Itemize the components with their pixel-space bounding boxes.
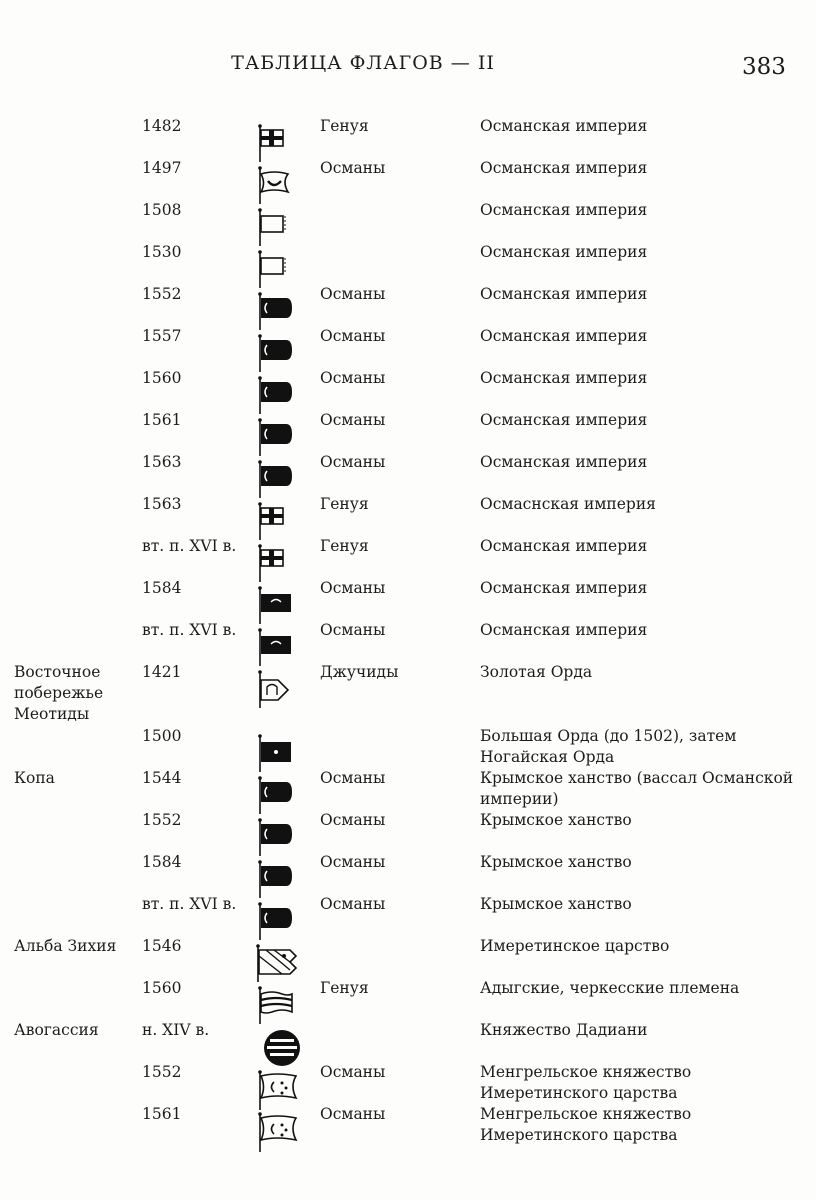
date-cell: 1561 [142, 411, 182, 429]
page-number: 383 [742, 54, 786, 80]
table-row [0, 726, 816, 768]
depicted-by-cell: Османы [320, 579, 386, 597]
table-row [0, 936, 816, 978]
table-row [0, 1104, 816, 1146]
table-row [0, 810, 816, 852]
depicted-by-cell: Генуя [320, 495, 369, 513]
table-row [0, 662, 816, 723]
date-cell: 1544 [142, 769, 182, 787]
place-cell: Копа [14, 769, 55, 787]
table-row [0, 852, 816, 894]
ruler-cell: Османская империя [480, 243, 648, 261]
depicted-by-cell: Джучиды [320, 663, 399, 681]
depicted-by-cell: Османы [320, 1105, 386, 1123]
ruler-cell: Крымское ханство [480, 811, 632, 829]
date-cell: 1560 [142, 369, 182, 387]
table-row [0, 894, 816, 936]
place-cell: Авогассия [14, 1021, 99, 1039]
ruler-cell: Османская империя [480, 621, 648, 639]
ruler-cell: Османская империя [480, 579, 648, 597]
depicted-by-cell: Османы [320, 327, 386, 345]
ruler-cell: Большая Орда (до 1502), затем Ногайская Орда [480, 727, 737, 766]
date-cell: 1552 [142, 1063, 182, 1081]
table-row [0, 410, 816, 452]
table-row [0, 1062, 816, 1104]
place-cell: Альба Зихия [14, 937, 117, 955]
date-cell: 1546 [142, 937, 182, 955]
date-cell: 1584 [142, 579, 182, 597]
ruler-cell: Княжество Дадиани [480, 1021, 648, 1039]
date-cell: 1552 [142, 285, 182, 303]
date-cell: вт. п. XVI в. [142, 621, 237, 639]
date-cell: 1421 [142, 663, 182, 681]
date-cell: 1482 [142, 117, 182, 135]
table-row [0, 284, 816, 326]
crescent-stars-flag-icon [252, 1110, 312, 1154]
table-row [0, 200, 816, 242]
table-row [0, 242, 816, 284]
date-cell: 1508 [142, 201, 182, 219]
ruler-cell: Менгрельское княжество Имеретинского царства [480, 1063, 692, 1102]
ruler-cell: Менгрельское княжество Имеретинского царства [480, 1105, 692, 1144]
table-row [0, 494, 816, 536]
table-row [0, 978, 816, 1020]
date-cell: 1530 [142, 243, 182, 261]
depicted-by-cell: Османы [320, 159, 386, 177]
table-row [0, 368, 816, 410]
depicted-by-cell: Османы [320, 895, 386, 913]
table-row [0, 620, 816, 662]
depicted-by-cell: Генуя [320, 979, 369, 997]
table-row [0, 536, 816, 578]
ruler-cell: Имеретинское царство [480, 937, 670, 955]
ruler-cell: Адыгские, черкесские племена [480, 979, 740, 997]
date-cell: 1563 [142, 453, 182, 471]
ruler-cell: Османская империя [480, 327, 648, 345]
date-cell: 1557 [142, 327, 182, 345]
ruler-cell: Осмаснская империя [480, 495, 656, 513]
ruler-cell: Золотая Орда [480, 663, 593, 681]
depicted-by-cell: Османы [320, 853, 386, 871]
ruler-cell: Крымское ханство (вассал Османской империи) [480, 769, 794, 808]
ruler-cell: Османская империя [480, 201, 648, 219]
date-cell: 1500 [142, 727, 182, 745]
ruler-cell: Османская империя [480, 117, 648, 135]
depicted-by-cell: Османы [320, 769, 386, 787]
date-cell: 1563 [142, 495, 182, 513]
date-cell: н. XIV в. [142, 1021, 210, 1039]
table-row [0, 1020, 816, 1062]
table-row [0, 768, 816, 810]
depicted-by-cell: Османы [320, 1063, 386, 1081]
date-cell: 1561 [142, 1105, 182, 1123]
depicted-by-cell: Генуя [320, 117, 369, 135]
ruler-cell: Османская империя [480, 369, 648, 387]
depicted-by-cell: Османы [320, 811, 386, 829]
date-cell: вт. п. XVI в. [142, 537, 237, 555]
date-cell: 1584 [142, 853, 182, 871]
ruler-cell: Крымское ханство [480, 853, 632, 871]
table-row [0, 578, 816, 620]
depicted-by-cell: Османы [320, 621, 386, 639]
tamga-flag-icon [252, 668, 312, 712]
ruler-cell: Османская империя [480, 537, 648, 555]
date-cell: 1560 [142, 979, 182, 997]
depicted-by-cell: Османы [320, 285, 386, 303]
place-cell: Восточное побережье Меотиды [14, 663, 104, 723]
table-row [0, 452, 816, 494]
depicted-by-cell: Османы [320, 411, 386, 429]
table-row [0, 158, 816, 200]
date-cell: 1497 [142, 159, 182, 177]
ruler-cell: Османская империя [480, 453, 648, 471]
date-cell: вт. п. XVI в. [142, 895, 237, 913]
table-row [0, 116, 816, 158]
depicted-by-cell: Генуя [320, 537, 369, 555]
date-cell: 1552 [142, 811, 182, 829]
depicted-by-cell: Османы [320, 369, 386, 387]
ruler-cell: Османская империя [480, 411, 648, 429]
running-head: ТАБЛИЦА ФЛАГОВ — II [231, 52, 495, 74]
ruler-cell: Османская империя [480, 285, 648, 303]
table-row [0, 326, 816, 368]
ruler-cell: Османская империя [480, 159, 648, 177]
ruler-cell: Крымское ханство [480, 895, 632, 913]
depicted-by-cell: Османы [320, 453, 386, 471]
